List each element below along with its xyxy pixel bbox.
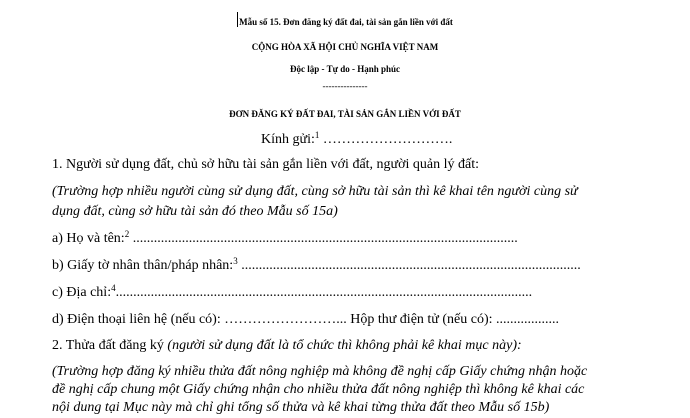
recipient-line xyxy=(261,132,452,148)
text-cursor xyxy=(237,12,238,27)
section-2-note-line-2: đề nghị cấp chung một Giấy chứng nhận cho nhiều thửa đất nông nghiệp thì không kê khai các xyxy=(52,382,585,397)
footnote-1: 1 xyxy=(314,130,320,140)
section-2-note-line-3: nội dung tại Mục này mà chỉ ghi tổng số thửa và kê khai từng thửa đất theo Mẫu số 15b) xyxy=(52,400,550,415)
field-phone-email: d) Điện thoại liên hệ (nếu có): ……………………... Hộp thư điện tử (nếu có): .................. xyxy=(52,312,560,327)
section-2-heading-text: 2. Thửa đất đăng ký xyxy=(52,338,168,353)
section-1-note-line-1: (Trường hợp nhiều người cùng sử dụng đất, cùng sở hữu tài sản thì kê khai tên người cùng sử xyxy=(52,184,578,199)
form-code: Mẫu số 15. Đơn đăng ký đất đai, tài sản gắn liền với đất xyxy=(239,17,453,27)
field-address xyxy=(52,285,532,301)
form-title: ĐƠN ĐĂNG KÝ ĐẤT ĐAI, TÀI SẢN GẮN LIỀN VỚI ĐẤT xyxy=(229,109,461,119)
field-identity-document xyxy=(52,258,581,274)
field-identity-document-label: b) Giấy tờ nhân thân/pháp nhân: xyxy=(52,258,234,273)
field-full-name-blank: .............................................................................................................. xyxy=(129,231,518,246)
field-address-blank: ....................................................................................................................... xyxy=(115,285,533,300)
field-address-label: c) Địa chỉ: xyxy=(52,285,112,300)
section-1-note-line-2: dụng đất, cùng sở hữu tài sản đó theo Mẫu số 15a) xyxy=(52,204,338,219)
footnote-3: 3 xyxy=(233,256,238,266)
recipient-blank: ………………………. xyxy=(319,132,453,147)
field-full-name-label: a) Họ và tên: xyxy=(52,231,125,246)
national-title: CỘNG HÒA XÃ HỘI CHỦ NGHĨA VIỆT NAM xyxy=(251,42,439,52)
footnote-4: 4 xyxy=(111,283,116,293)
section-2-heading xyxy=(52,338,522,354)
recipient-label: Kính gửi: xyxy=(261,132,315,147)
motto: Độc lập - Tự do - Hạnh phúc xyxy=(289,64,400,74)
section-1-heading: 1. Người sử dụng đất, chủ sở hữu tài sản gắn liền với đất, người quản lý đất: xyxy=(52,157,480,172)
field-full-name xyxy=(52,231,518,247)
form-code-line xyxy=(0,12,690,30)
header-separator: --------------- xyxy=(322,81,368,91)
section-2-note-line-1: (Trường hợp đăng ký nhiều thửa đất nông nghiệp mà không đề nghị cấp Giấy chứng nhận hoặc xyxy=(52,364,588,379)
section-2-heading-note: (người sử dụng đất là tổ chức thì không phải kê khai mục này): xyxy=(167,338,522,353)
field-identity-document-blank: ................................................................................................. xyxy=(237,258,581,273)
footnote-2: 2 xyxy=(124,229,130,239)
